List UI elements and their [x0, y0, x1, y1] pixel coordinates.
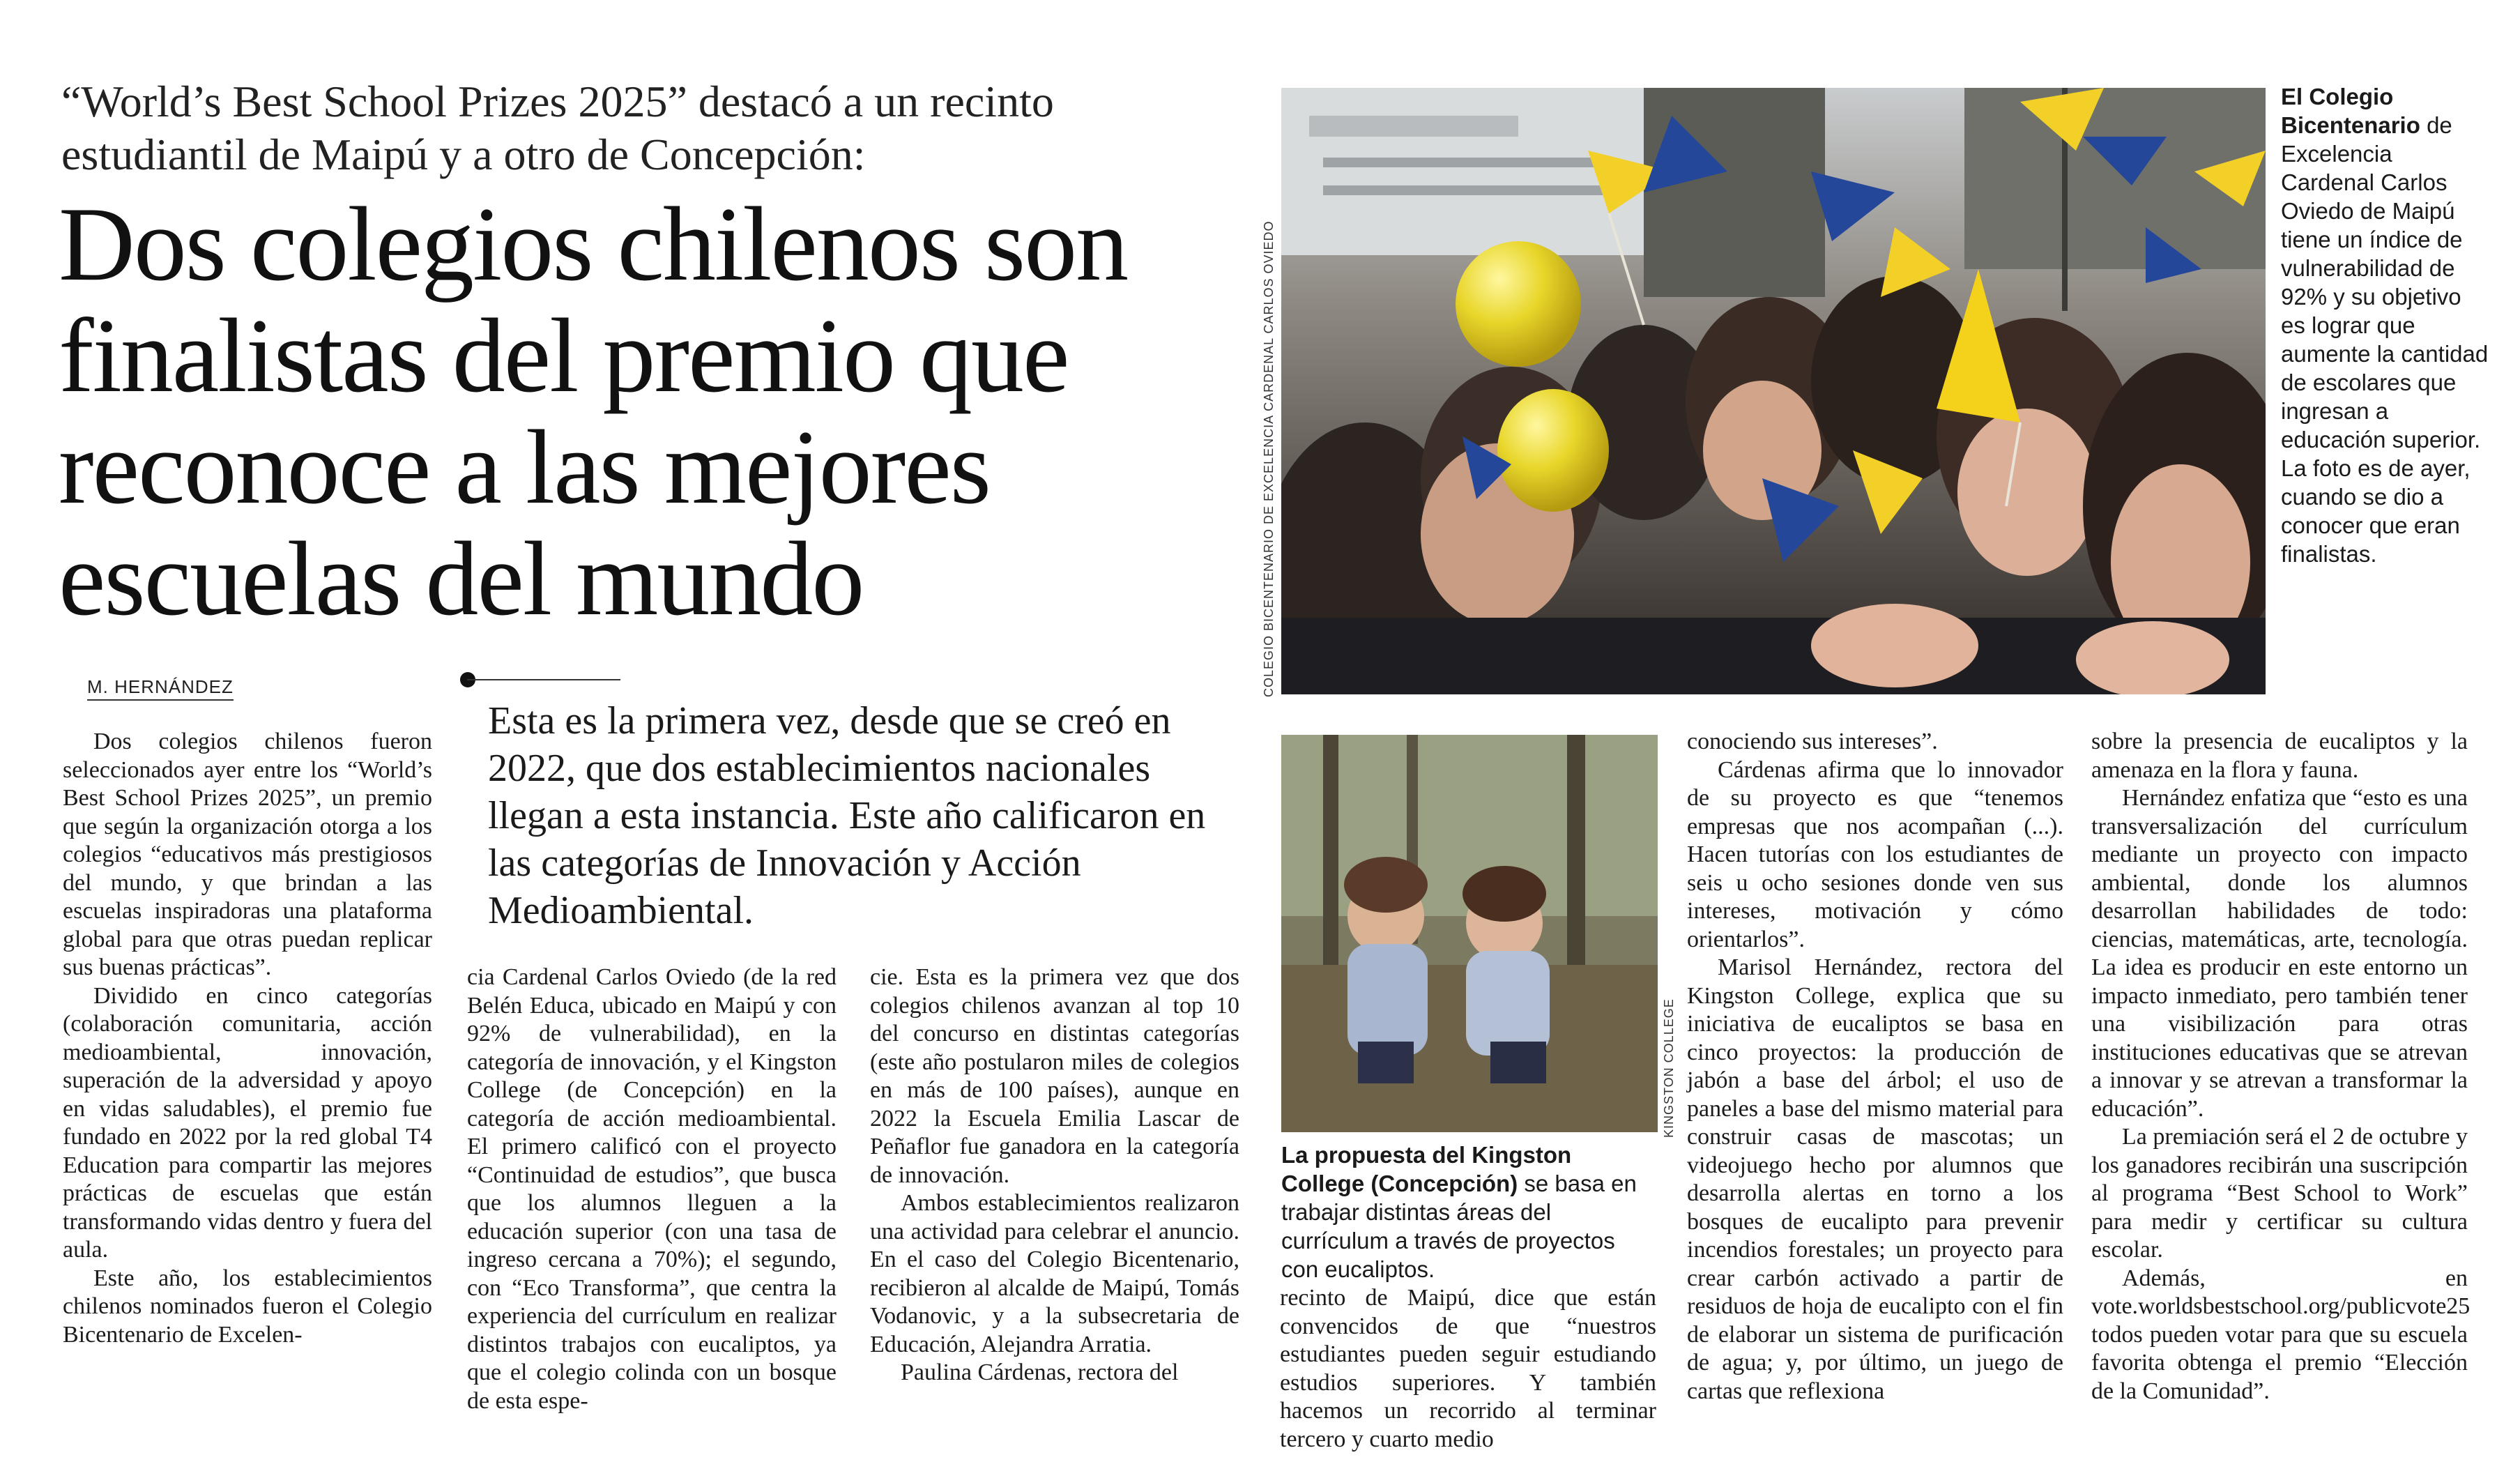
article-column-4 [1280, 1284, 1656, 1454]
caption-small-photo [1281, 1141, 1658, 1283]
paragraph: sobre la presencia de eucaliptos y la amenaza en la flora y fauna. [2091, 729, 2468, 783]
caption-main-bold: El Colegio Bicentenario [2281, 84, 2420, 138]
paragraph: cie. Esta es la primera vez que dos colegios chilenos avanzan al top 10 del concurso en distintas categorías (este año postularon miles de colegios en más de 100 países), aunque en 2022 la Escuela Emilia Lascar de Peñaflor fue ganadora en la categoría de innovación. [870, 964, 1239, 1188]
paragraph: Cárdenas afirma que lo innovador de su proyecto es que “tenemos empresas que nos acompañan (...). Hacen tutorías con los estudiantes de seis u ocho sesiones donde ven sus intereses, motivación y cómo orientarlos”. [1687, 756, 2063, 952]
paragraph: Dos colegios chilenos fueron seleccionados ayer entre los “World’s Best School Prizes 2025”, un premio que según la organización otorga a los colegios “educativos más prestigiosos del mundo, y que brindan a las escuelas inspiradoras una plataforma global para que otras puedan replicar sus buenas prácticas”. [63, 729, 432, 980]
paragraph: Dividido en cinco categorías (colaboración comunitaria, acción medioambiental, innovación, superación de la adversidad y apoyo en vidas saludables), el premio fue fundado en 2022 por la red global T4 Education para compartir las mejores prácticas de escuelas que están transformando vidas dentro y fuera del aula. [63, 982, 432, 1263]
caption-small-bold: La propuesta del Kingston College (Concepción) [1281, 1142, 1572, 1196]
caption-small-text: se basa en trabajar distintas áreas del currículum a través de proyectos con eucaliptos. [1281, 1171, 1637, 1282]
photo-kingston-children [1281, 735, 1658, 1132]
pullquote: Esta es la primera vez, desde que se creó en 2022, que dos establecimientos nacionales llegan a esta instancia. Este año calificaron en las categorías de Innovación y Acción Medioambiental. [488, 699, 1206, 932]
paragraph: Hernández enfatiza que “esto es una transversalización del currículum mediante un proyecto con impacto ambiental, donde los alumnos desarrollan habilidades de todo: ciencias, matemáticas, arte, tecnología. La idea es producir en este entorno un impacto inmediato, pero también tener una visibilización para otras instituciones educativas que se atrevan a innovar y se atrevan a transformar la educación”. [2091, 785, 2468, 1122]
paragraph: conociendo sus intereses”. [1687, 729, 1938, 754]
paragraph: Paulina Cárdenas, rectora del [901, 1359, 1179, 1385]
paragraph: Este año, los establecimientos chilenos nominados fueron el Colegio Bicentenario de Excelen- [63, 1265, 432, 1348]
article-column-3 [870, 963, 1239, 1387]
paragraph: Además, en vote.worldsbestschool.org/publicvote25 todos pueden votar para que su escuela favorita obtenga el premio “Elección de la Comunidad”. [2091, 1265, 2471, 1404]
byline: M. HERNÁNDEZ [87, 676, 234, 701]
paragraph: recinto de Maipú, dice que están convencidos de que “nuestros estudiantes pueden seguir estudiando estudios superiores. Y también hacemos un recorrido al terminar tercero y cuarto medio [1280, 1285, 1656, 1452]
paragraph: La premiación será el 2 de octubre y los ganadores recibirán una suscripción al programa “Best School to Work” para medir y certificar su cultura escolar. [2091, 1124, 2468, 1263]
photo-students-celebrating [1281, 88, 2266, 694]
article-column-6 [2091, 728, 2471, 1405]
article-headline: Dos colegios chilenos son finalistas del premio que reconoce a las mejores escuelas del mundo [59, 185, 1128, 637]
paragraph: Marisol Hernández, rectora del Kingston College, explica que su iniciativa de eucaliptos se basa en cinco proyectos: la producción de jabón a base del árbol; el uso de paneles a base del mismo material para construir casas de mascotas; un videojuego hecho por alumnos que desarrolla alertas en torno a los bosques de eucalipto para prevenir incendios forestales; un proyecto para crear carbón activado a partir de residuos de hoja de eucalipto con el fin de elaborar un sistema de purificación de agua; y, por último, un juego de cartas que reflexiona [1687, 954, 2063, 1404]
caption-main-text: de Excelencia Cardenal Carlos Oviedo de Maipú tiene un índice de vulnerabilidad de 92% y su objetivo es lograr que aumente la cantidad de escolares que ingresan a educación superior. La foto es de ayer, cuando se dio a conocer que eran finalistas. [2281, 112, 2489, 567]
paragraph: cia Cardenal Carlos Oviedo (de la red Belén Educa, ubicado en Maipú y con 92% de vulnerabilidad), en la categoría de innovación, y el Kingston College (de Concepción) en la categoría de acción medioambiental. El primero calificó con el proyecto “Continuidad de estudios”, que busca que los alumnos lleguen a la educación superior (con una tasa de ingreso cercana a 70%); el segundo, con “Eco Transforma”, que centra la experiencia del currículum en realizar distintos trabajos con eucaliptos, ya que el colegio colinda con un bosque de esta espe- [467, 964, 837, 1414]
photo-credit-small: KINGSTON COLLEGE [1662, 998, 1676, 1138]
caption-main-photo [2281, 82, 2490, 568]
article-column-5 [1687, 728, 2063, 1405]
article-kicker: “World’s Best School Prizes 2025” destacó a un recinto estudiantil de Maipú y a otro de Concepción: [61, 77, 1054, 179]
article-column-2 [467, 963, 837, 1415]
article-column-1 [63, 728, 432, 1349]
pullquote-rule [467, 679, 620, 680]
photo-credit-main: COLEGIO BICENTENARIO DE EXCELENCIA CARDENAL CARLOS OVIEDO [1262, 220, 1276, 697]
paragraph: Ambos establecimientos realizaron una actividad para celebrar el anuncio. En el caso del Colegio Bicentenario, recibieron al alcalde de Maipú, Tomás Vodanovic, y a la subsecretaria de Educación, Alejandra Arratia. [870, 1190, 1239, 1357]
